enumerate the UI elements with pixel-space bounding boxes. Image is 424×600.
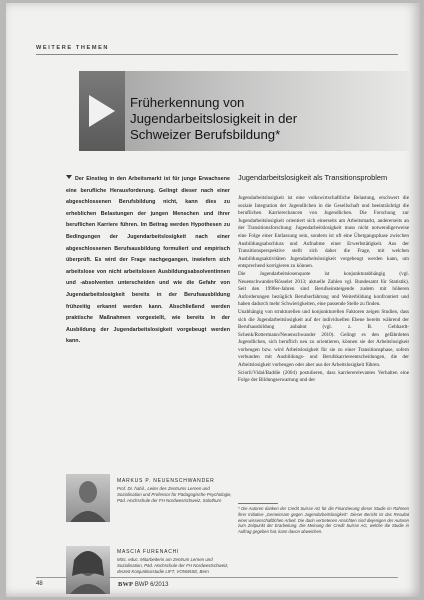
article-body <box>238 195 409 497</box>
body-paragraph: Sciorli/Vidal/Baddie (2004) postulieren, dass karriererelevantes Verhalten eine Folge der Bildungserwartung und der <box>238 369 409 384</box>
portrait-silhouette-icon <box>66 474 110 522</box>
author-photo <box>66 546 110 594</box>
body-paragraph: Die Jugendarbeitslosenquote ist konjunkturabhängig (vgl. Neuenschwander/Rösselet 2013; aktuelle Zahlen vgl. Bundesamt für Statistik). Seit den 1990er-Jahren sind Berufseinsteigende zudem mit höheren Anforderungen bezüglich Berufserfahrung und Weiterbildung konfrontiert und haben dadurch mehr Schwierigkeiten, eine passende Stelle zu finden. <box>238 270 409 308</box>
title-line: Schweizer Berufsbildung* <box>130 127 281 142</box>
footnote: * Die Autoren danken der Credit Suisse AG für die Finanzierung dieser Studie im Rahmen ihrer Initiative „Gemeinsam gegen Jugendarbeitslosigkeit“. Dieser Bericht ist das Resultat einer wissenschaftlichen Arbeit. Die darin vertretenen Ansichten sind diejenigen der Autoren zum Zeitpunkt der Erarbeitung. Die Meinung der Credit Suisse AG, welche die Studie in Auftrag gegeben hat, kann davon abweichen. <box>238 506 409 535</box>
intro-text: Der Einstieg in den Arbeitsmarkt ist für junge Erwachsene eine berufliche Herausforderung. Gelingt dieser nach einer abgeschlossenen Berufsbildung nicht, kann dies zu erheblichen Belastungen der jungen Menschen und ihrer beruflichen Karriere führen. Im Beitrag werden Hypothesen zu Bedingungen der Jugendarbeitslosigkeit nach einer abgeschlossenen Berufsausbildung formuliert und empirisch überprüft. Es wird der Frage nachgegangen, inwiefern sich arbeitslose von nicht arbeitslosen Ausbildungsabsolventinnen und -absolventen unterscheiden und wie die Gefahr von Jugendarbeitslosigkeit bereits in der Berufsausbildung frühzeitig erkannt werden kann. Abschließend werden praktische Maßnahmen vorgestellt, wie bereits in der Ausbildung der Jugendarbeitslosigkeit vorgebeugt werden kann. <box>66 176 230 345</box>
section-label: WEITERE THEMEN <box>36 45 110 51</box>
journal-issue: BWP 6/2013 <box>134 582 169 588</box>
author-affiliation: Prof. Dr. habil., Leiter des Zentrums Lernen und Sozialisation und Professor für Pädagogische Psychologie, Päd. Hochschule der FH Nordwestschweiz, Solothurn <box>117 486 232 503</box>
page-number: 48 <box>36 581 43 587</box>
magazine-page <box>6 3 420 597</box>
journal-logo: BWP <box>118 581 134 588</box>
title-line: Früherkennung von <box>130 95 245 110</box>
play-arrow-icon <box>87 93 117 129</box>
author-photo <box>66 474 110 522</box>
portrait-silhouette-icon <box>66 546 110 594</box>
section-divider <box>36 54 398 55</box>
banner-arrow-box <box>79 71 125 151</box>
body-paragraph: Jugendarbeitslosigkeit ist eine volkswirtschaftliche Belastung, erschwert die soziale Integration der Jugendlichen in die Gesellschaft und beeinträchtigt die beruflichen Karrierechancen von Jugendlichen. Die Forschung zur Jugendarbeitslosigkeit orientiert sich einerseits am Arbeitsmarkt, andererseits an der Transitionsforschung: Jugendarbeitslosigkeit muss nicht notwendigerweise eine Folge einer Entlassung sein, sondern ist oft eine Übergangsphase zwischen Ausbildungsabschluss und Aufnahme einer Erwerbstätigkeit. Aus der Transitionsperspektive stellt sich daher die Frage, mit welchen Ausbildungsaktivitäten Jugendarbeitslosigkeit vorgebeugt werden kann, um entsprechend korrigieren zu können. <box>238 195 409 270</box>
bullet-arrow-icon <box>66 175 72 179</box>
article-title <box>130 95 410 143</box>
author-name: MARKUS P. NEUENSCHWANDER <box>117 478 215 484</box>
body-paragraph: Unabhängig von strukturellen und konjunkturellen Faktoren zeigen Studien, dass sich die Jugendarbeitslosigkeit auf der individuellen Ebene bereits während der Berufsausbildung anbahnt (vgl. z. B. Gebhardt-Schenk/Rottermann/Neuenschwander 2010). Gelingt es den gefährdeten Jugendlichen, sich beruflich neu zu orientieren, können sie der Arbeitslosigkeit vorbeugen bzw. wird Arbeitslosigkeit für sie zu einer Transitionsphase, sofern verbunden mit Ausbildungs- und Berufskarriereentscheidungen, die der Arbeitslosigkeit vorbeugen oder aber aus der Arbeitslosigkeit führen. <box>238 308 409 369</box>
footer-divider <box>36 577 398 578</box>
journal-footer <box>118 581 168 588</box>
author-name: MASCIA FURENACHI <box>117 549 180 555</box>
section-subhead: Jugendarbeitslosigkeit als Transitionsproblem <box>238 173 388 182</box>
author-affiliation: MSc. educ. Mitarbeiterin am Zentrum Lernen und Sozialisation, Päd. Hochschule der FH Nordwestschweiz, derzeit Konjunkturstudie LIFT, VONWISE, Bern <box>117 557 229 574</box>
title-line: Jugendarbeitslosigkeit in der <box>130 111 298 126</box>
article-intro <box>66 174 230 348</box>
footnote-divider <box>238 503 278 504</box>
